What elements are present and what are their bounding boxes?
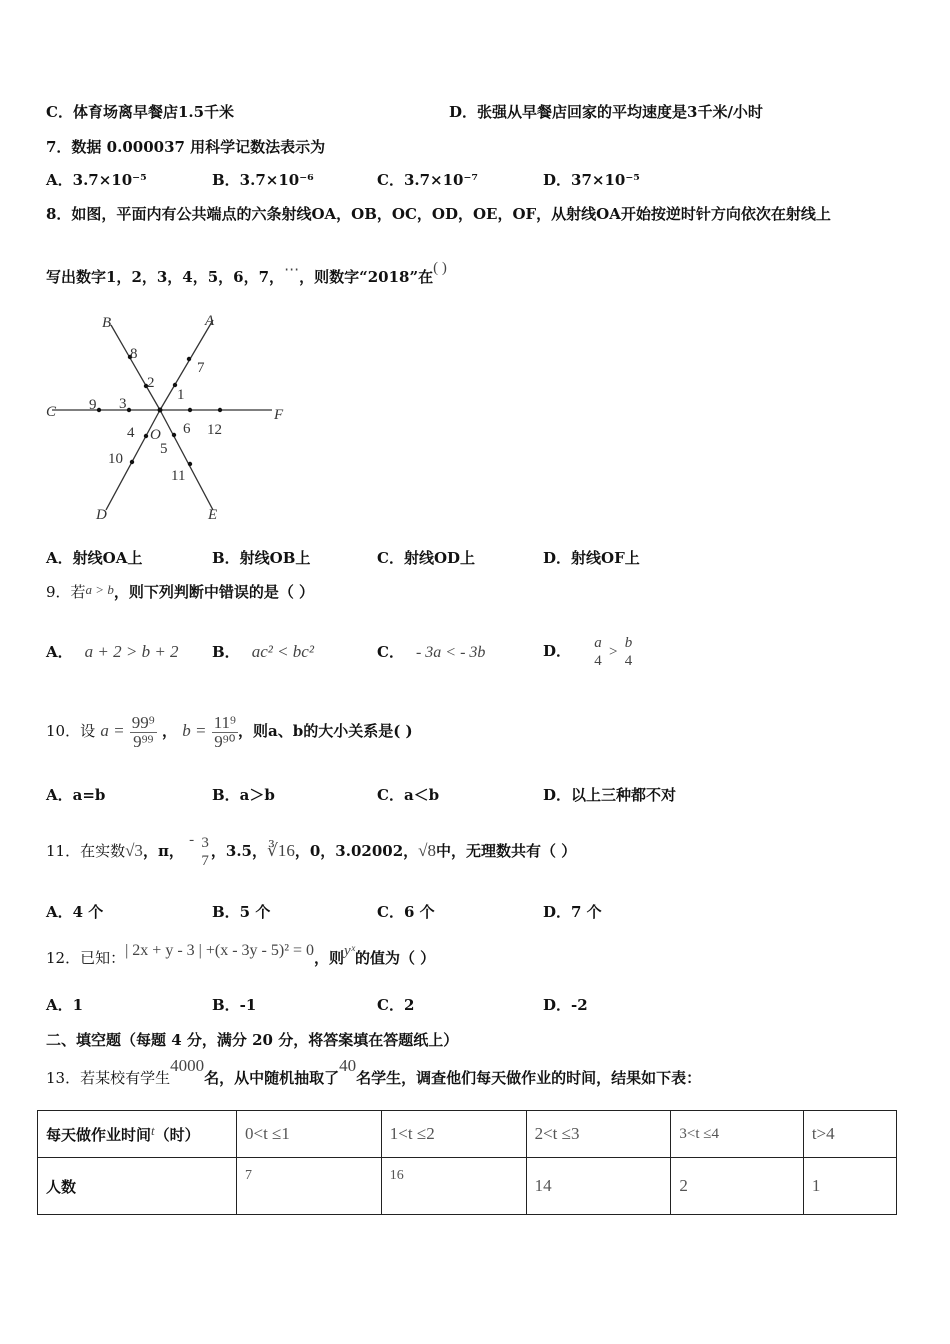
- q9-option-c-label: C．: [377, 643, 404, 661]
- q10-b-var: b =: [182, 721, 207, 740]
- q11-option-a: A．4 个: [46, 903, 104, 921]
- table-header-label: 每天做作业时间t（时）: [38, 1111, 237, 1158]
- q11-option-b: B．5 个: [212, 903, 271, 921]
- q13-stem-a: 13．若某校有学生: [46, 1069, 171, 1087]
- q12-option-d: D．-2: [543, 996, 588, 1014]
- table-row: [38, 1111, 897, 1158]
- q9-option-b-label: B．: [212, 643, 240, 661]
- num-5: 5: [160, 441, 168, 457]
- table-header-cell: 2<t ≤3: [526, 1111, 671, 1158]
- q8-stem-line2b: ，则数字“2018”在: [299, 268, 434, 286]
- q11-mid: ，3.5，: [210, 842, 267, 860]
- q10-stem-a: 10．设: [46, 722, 96, 740]
- label-a: A: [205, 313, 215, 329]
- label-d: D: [96, 507, 107, 523]
- q6-option-c: C．体育场离早餐店1.5千米: [46, 103, 235, 121]
- point-10: [130, 460, 134, 464]
- q9-option-d: [543, 621, 634, 682]
- table-header-cell: t>4: [803, 1111, 896, 1158]
- num-2: 2: [147, 375, 155, 391]
- num-6: 6: [183, 421, 191, 437]
- table-cell: 16: [381, 1158, 526, 1215]
- num-11: 11: [171, 468, 186, 484]
- q11-pi: ，π，: [142, 842, 184, 860]
- q13-sample-size: 40: [339, 1056, 357, 1075]
- q12-stem: [46, 942, 436, 969]
- q9-stem-b: ，则下列判断中错误的是（ ）: [113, 583, 315, 601]
- q8-option-a: A．射线OA上: [46, 549, 143, 567]
- table-row-label: 人数: [38, 1158, 237, 1215]
- q10-a-frac: $\frac{\text{99⁹}}{\text{9⁹⁹}}$: [131, 712, 155, 751]
- q13-total-students: 4000: [170, 1056, 205, 1075]
- q11-neg: -: [189, 832, 195, 848]
- q8-ellipsis: ⋯: [284, 262, 300, 278]
- q8-stem-line2a: 写出数字1，2，3，4，5，6，7，: [46, 268, 285, 286]
- q9-option-a: [46, 642, 179, 662]
- section-fill-in-title: 二、填空题（每题 4 分，满分 20 分，将答案填在答题纸上）: [46, 1031, 459, 1049]
- num-4: 4: [127, 425, 135, 441]
- q10-sep: ，: [161, 722, 177, 740]
- q9-option-c: [377, 642, 485, 663]
- point-11: [188, 462, 192, 466]
- num-7: 7: [197, 360, 205, 376]
- q9-stem-a: 9．若: [46, 583, 86, 601]
- q13-stem: [46, 1056, 702, 1088]
- q6-option-d: D．张强从早餐店回家的平均速度是3千米/小时: [449, 103, 763, 121]
- point-4: [144, 434, 148, 438]
- ray-oa: [160, 320, 213, 410]
- point-9: [97, 408, 101, 412]
- table-header-cell: 1<t ≤2: [381, 1111, 526, 1158]
- table-cell: 2: [671, 1158, 803, 1215]
- q9-condition: a > b: [85, 582, 114, 597]
- point-5: [172, 433, 176, 437]
- q12-option-a: A．1: [46, 996, 84, 1014]
- q9-option-d-frac-b: b 4: [624, 635, 633, 669]
- q10-stem: [46, 700, 413, 762]
- num-10: 10: [108, 451, 123, 467]
- point-o: [158, 408, 163, 413]
- q12-stem-c: 的值为（ ）: [354, 949, 436, 967]
- q9-stem: [46, 582, 314, 603]
- point-7: [187, 357, 191, 361]
- q11-option-c: C．6 个: [377, 903, 435, 921]
- point-3: [127, 408, 131, 412]
- q11-sqrt3: √3: [125, 841, 143, 860]
- q11-sqrt8: √8: [418, 841, 436, 860]
- table-cell: 7: [237, 1158, 382, 1215]
- homework-time-table: [37, 1110, 897, 1215]
- q10-option-d: D．以上三种都不对: [543, 786, 677, 804]
- point-12: [218, 408, 222, 412]
- q10-b-frac: $\frac{\text{11⁹}}{\text{9⁹⁰}}$: [213, 712, 236, 751]
- q8-answer-paren: ( ): [433, 260, 447, 276]
- q7-option-d: D．37×10⁻⁵: [543, 171, 640, 189]
- q12-yx: yˣ: [344, 943, 355, 959]
- q8-stem-line1: 8．如图，平面内有公共端点的六条射线OA，OB，OC，OD，OE，OF，从射线OA开始按逆时针方向依次在射线上: [46, 205, 831, 223]
- q10-stem-b: ，则a、b的大小关系是( ): [237, 722, 413, 740]
- table-cell: 14: [526, 1158, 671, 1215]
- label-e: E: [208, 507, 218, 523]
- q13-stem-c: 名学生，调查他们每天做作业的时间，结果如下表：: [356, 1069, 702, 1087]
- num-12: 12: [207, 422, 222, 438]
- q11-cbrt16: ∛16: [267, 841, 295, 860]
- q8-option-d: D．射线OF上: [543, 549, 640, 567]
- q7-option-a: A．3.7×10⁻⁵: [46, 171, 147, 189]
- q9-option-a-label: A．: [46, 643, 73, 661]
- table-header-cell: 3<t ≤4: [671, 1111, 803, 1158]
- q7-option-c: C．3.7×10⁻⁷: [377, 171, 478, 189]
- q10-option-b: B．a＞b: [212, 786, 275, 804]
- q8-rays-figure: [40, 305, 300, 530]
- q13-stem-b: 名，从中随机抽取了: [204, 1069, 340, 1087]
- q9-option-c-expr: - 3a < - 3b: [415, 644, 486, 661]
- table-cell: 1: [803, 1158, 896, 1215]
- num-8: 8: [130, 346, 138, 362]
- label-o: O: [150, 427, 161, 443]
- point-6: [188, 408, 192, 412]
- q12-option-b: B．-1: [212, 996, 257, 1014]
- q7-stem: 7．数据 0.000037 用科学记数法表示为: [46, 138, 326, 156]
- q10-a-var: a =: [100, 721, 125, 740]
- q10-option-a: A．a=b: [46, 786, 106, 804]
- q9-option-d-op: >: [608, 644, 618, 660]
- table-row: [38, 1158, 897, 1215]
- q11-frac: 3 7: [201, 835, 209, 869]
- q11-mid2: ，0，3.02002，: [294, 842, 419, 860]
- q11-option-d: D．7 个: [543, 903, 602, 921]
- q9-option-b-expr: ac² < bc²: [251, 642, 314, 661]
- num-1: 1: [177, 387, 185, 403]
- q9-option-d-label: D．: [543, 642, 572, 660]
- q9-option-d-frac-a: a 4: [594, 635, 602, 669]
- q11-stem-a: 11．在实数: [46, 842, 126, 860]
- q7-option-b: B．3.7×10⁻⁶: [212, 171, 314, 189]
- q10-option-c: C．a＜b: [377, 786, 440, 804]
- num-9: 9: [89, 397, 97, 413]
- q12-expr: | 2x + y - 3 | +(x - 3y - 5)² = 0: [125, 942, 315, 959]
- q12-stem-b: ，则: [314, 949, 345, 967]
- q8-option-c: C．射线OD上: [377, 549, 476, 567]
- label-b: B: [102, 315, 112, 331]
- label-f: F: [274, 407, 284, 423]
- q9-option-a-expr: a + 2 > b + 2: [84, 642, 179, 661]
- q12-option-c: C．2: [377, 996, 415, 1014]
- q12-stem-a: 12．已知：: [46, 949, 126, 967]
- q8-stem-line2: [46, 260, 447, 288]
- q8-option-b: B．射线OB上: [212, 549, 311, 567]
- q11-stem: [46, 818, 576, 885]
- num-3: 3: [119, 396, 127, 412]
- label-c: C: [46, 404, 57, 420]
- q9-option-b: [212, 642, 314, 662]
- q11-stem-b: 中，无理数共有（ ）: [435, 842, 577, 860]
- table-header-cell: 0<t ≤1: [237, 1111, 382, 1158]
